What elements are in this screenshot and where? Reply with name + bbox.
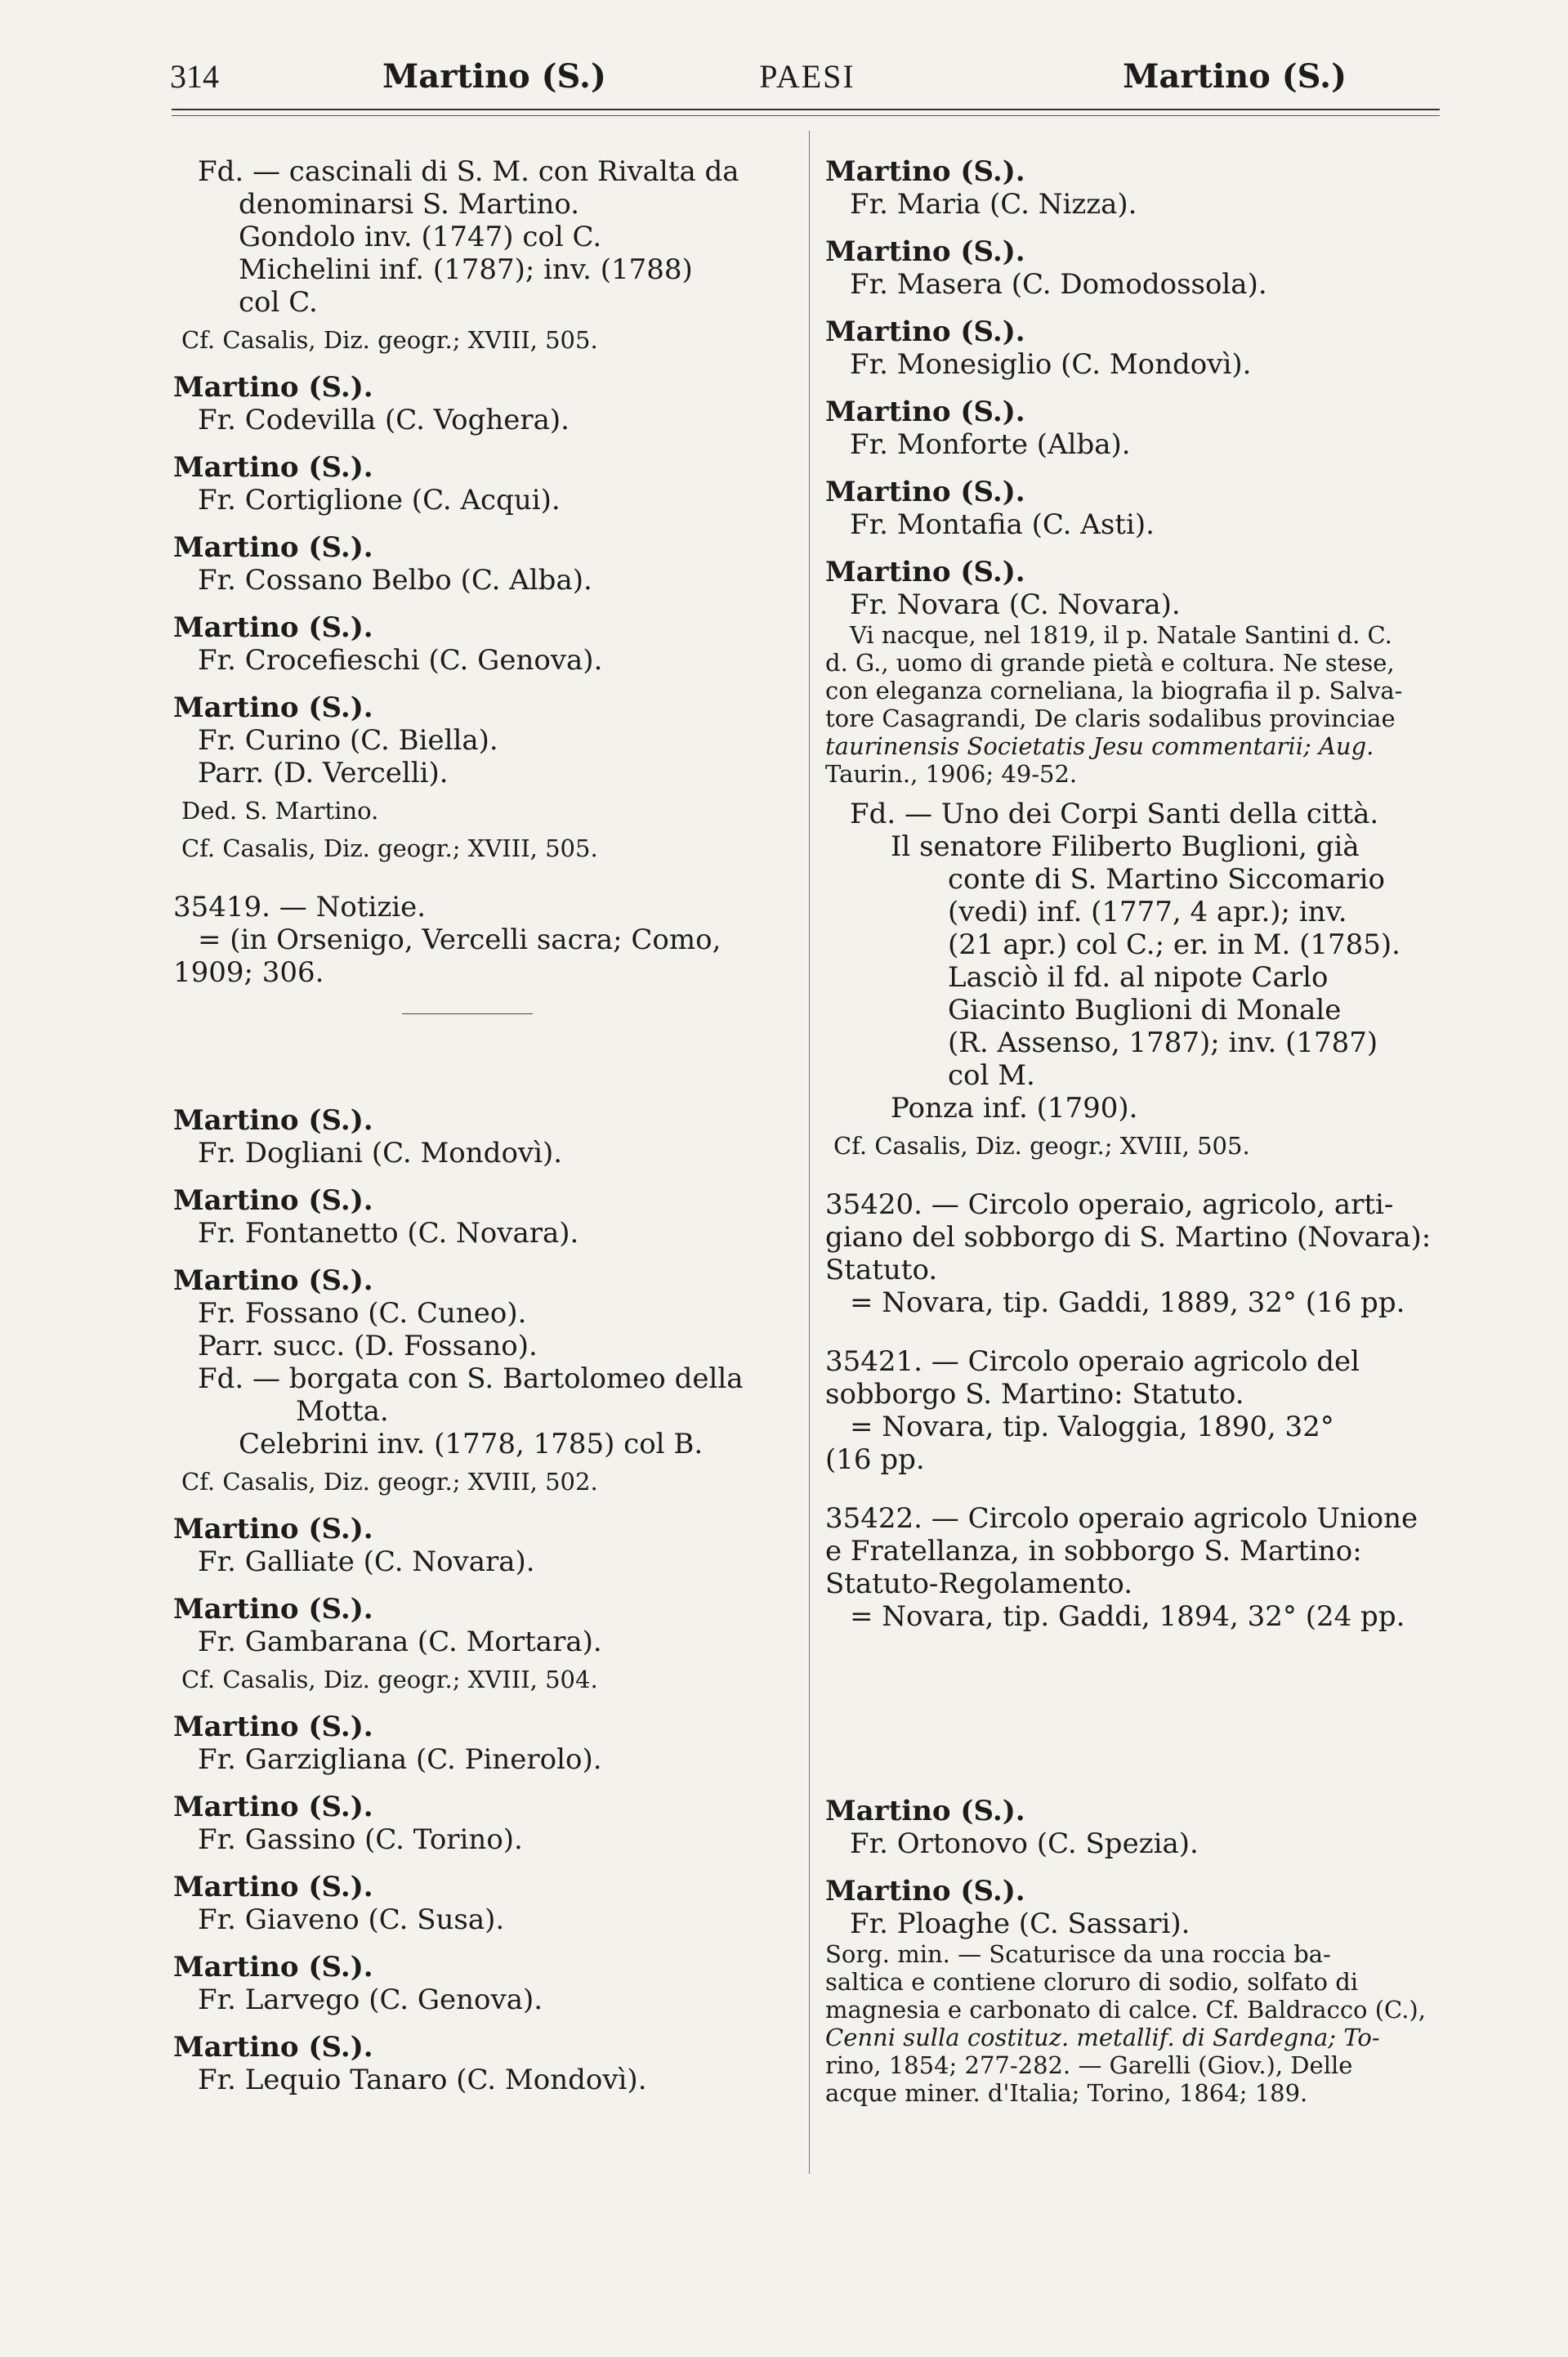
- numbered-entry: [825, 1345, 1434, 1476]
- entry-line: Fr. Montafia (C. Asti).: [850, 508, 1155, 541]
- entry-line: Statuto.: [825, 1254, 938, 1286]
- entry-line: 35422. — Circolo operaio agricolo Unione: [825, 1502, 1418, 1535]
- entry-line: Ponza inf. (1790).: [891, 1092, 1138, 1125]
- entry-heading: Martino (S.).: [173, 1184, 373, 1217]
- entry-line: Michelini inf. (1787); inv. (1788): [239, 253, 693, 286]
- entry-line: Fd. — borgata con S. Bartolomeo della: [198, 1362, 744, 1395]
- entry-line: Fr. Novara (C. Novara).: [850, 588, 1181, 621]
- entry-heading: Martino (S.).: [173, 1513, 373, 1545]
- entry: [173, 451, 794, 517]
- entry-line: Parr. succ. (D. Fossano).: [198, 1330, 538, 1362]
- entry-line: Fr. Lequio Tanaro (C. Mondovì).: [198, 2064, 647, 2096]
- entry-line: Fr. Curino (C. Biella).: [198, 724, 498, 757]
- entry: [173, 611, 794, 677]
- citation: Cf. Casalis, Diz. geogr.; XVIII, 505.: [181, 834, 598, 862]
- entry: [825, 556, 1434, 1162]
- entry-line: col M.: [948, 1059, 1035, 1092]
- entry-line: Motta.: [296, 1395, 389, 1428]
- entry-line: Statuto-Regolamento.: [825, 1568, 1133, 1600]
- separator-rule: [402, 1013, 533, 1014]
- entry-line: conte di S. Martino Siccomario: [948, 863, 1386, 896]
- citation: Cf. Casalis, Diz. geogr.; XVIII, 505.: [833, 1132, 1250, 1160]
- entry-line: Ded. S. Martino.: [181, 797, 379, 825]
- page-number: 314: [170, 58, 219, 95]
- note-line: saltica e contiene cloruro di sodio, solfato di: [825, 1968, 1359, 1996]
- note-line: magnesia e carbonato di calce. Cf. Baldracco (C.),: [825, 1996, 1426, 2024]
- entry: [173, 1264, 794, 1498]
- biographical-note: [825, 621, 1434, 788]
- header-left-title: Martino (S.): [382, 57, 606, 96]
- entry-line: Celebrini inv. (1778, 1785) col B.: [239, 1428, 704, 1460]
- entry: [173, 1184, 794, 1250]
- entry-heading: Martino (S.).: [173, 1711, 373, 1743]
- entry-heading: Martino (S.).: [825, 1875, 1025, 1908]
- entry: [825, 396, 1434, 461]
- entry-line: = (in Orsenigo, Vercelli sacra; Como,: [198, 924, 721, 956]
- entry-line: Fd. — cascinali di S. M. con Rivalta da: [198, 155, 739, 188]
- entry-line: = Novara, tip. Valoggia, 1890, 32°: [850, 1411, 1334, 1443]
- note-line: con eleganza corneliana, la biografia il p. Salva-: [825, 677, 1403, 704]
- entry-number: 35419. — Notizie.: [173, 891, 427, 924]
- entry-line: (R. Assenso, 1787); inv. (1787): [948, 1026, 1378, 1059]
- entry-line: Fr. Giaveno (C. Susa).: [198, 1903, 505, 1936]
- entry: [173, 1104, 794, 1170]
- entry-line: = Novara, tip. Gaddi, 1889, 32° (16 pp.: [850, 1286, 1405, 1319]
- note-line: Sorg. min. — Scaturisce da una roccia ba-: [825, 1940, 1331, 1968]
- entry-line: Fd. — Uno dei Corpi Santi della città.: [850, 798, 1379, 830]
- entry-line: Fr. Masera (C. Domodossola).: [850, 268, 1267, 301]
- entry-heading: Martino (S.).: [825, 396, 1025, 428]
- numbered-entry: [825, 1502, 1434, 1633]
- note-line: Vi nacque, nel 1819, il p. Natale Santini d. C.: [850, 621, 1392, 649]
- running-header: [170, 52, 1347, 101]
- note-line: Cenni sulla costituz. metallif. di Sardegna; To-: [825, 2024, 1380, 2051]
- entry-heading: Martino (S.).: [173, 611, 373, 644]
- entry-line: Fr. Gambarana (C. Mortara).: [198, 1626, 602, 1658]
- entry-line: e Fratellanza, in sobborgo S. Martino:: [825, 1535, 1362, 1568]
- entry-line: 35420. — Circolo operaio, agricolo, arti-: [825, 1188, 1394, 1221]
- entry: [173, 371, 794, 436]
- entry: [825, 476, 1434, 541]
- entry: [173, 1791, 794, 1856]
- entry-line: sobborgo S. Martino: Statuto.: [825, 1378, 1244, 1411]
- entry-line: giano del sobborgo di S. Martino (Novara):: [825, 1221, 1432, 1254]
- entry: [825, 235, 1434, 301]
- entry-line: (16 pp.: [825, 1443, 925, 1476]
- entry-heading: Martino (S.).: [173, 1871, 373, 1903]
- entry-heading: Martino (S.).: [825, 235, 1025, 268]
- entry: [825, 155, 1434, 221]
- mineral-spring-note: [825, 1940, 1434, 2107]
- entry-line: (21 apr.) col C.; er. in M. (1785).: [948, 928, 1400, 961]
- header-rule-thin: [172, 115, 1440, 116]
- entry-line: Fr. Ortonovo (C. Spezia).: [850, 1827, 1199, 1860]
- entry-heading: Martino (S.).: [173, 1791, 373, 1823]
- entry-line: Fr. Fossano (C. Cuneo).: [198, 1297, 527, 1330]
- column-divider: [809, 131, 810, 2174]
- numbered-entry: [173, 891, 794, 989]
- entry-line: denominarsi S. Martino.: [239, 188, 580, 221]
- numbered-entry: [825, 1188, 1434, 1319]
- entry-line: Lasciò il fd. al nipote Carlo: [948, 961, 1329, 994]
- entry-line: Fr. Maria (C. Nizza).: [850, 188, 1137, 221]
- entry: [173, 155, 794, 356]
- citation: Cf. Casalis, Diz. geogr.; XVIII, 505.: [181, 326, 598, 354]
- entry-line: Fr. Codevilla (C. Voghera).: [198, 404, 570, 436]
- entry-line: = Novara, tip. Gaddi, 1894, 32° (24 pp.: [850, 1600, 1405, 1633]
- entry: [173, 1951, 794, 2016]
- note-line: taurinensis Societatis Jesu commentarii; Aug.: [825, 732, 1374, 760]
- entry-line: Il senatore Filiberto Buglioni, già: [891, 830, 1360, 863]
- left-column: [173, 155, 794, 2111]
- entry-heading: Martino (S.).: [173, 1104, 373, 1137]
- entry: [173, 531, 794, 597]
- citation: Cf. Casalis, Diz. geogr.; XVIII, 504.: [181, 1666, 598, 1693]
- entry-line: Fr. Gassino (C. Torino).: [198, 1823, 523, 1856]
- entry-line: Fr. Larvego (C. Genova).: [198, 1984, 543, 2016]
- entry: [173, 1513, 794, 1578]
- entry: [173, 1711, 794, 1776]
- note-line: d. G., uomo di grande pietà e coltura. Ne stese,: [825, 649, 1395, 677]
- entry-heading: Martino (S.).: [173, 2031, 373, 2064]
- entry-line: 1909; 306.: [173, 956, 324, 989]
- entry-line: Fr. Galliate (C. Novara).: [198, 1545, 535, 1578]
- entry-heading: Martino (S.).: [173, 371, 373, 404]
- header-center-title: PAESI: [759, 58, 855, 95]
- entry-line: Fr. Cossano Belbo (C. Alba).: [198, 564, 592, 597]
- note-line: acque miner. d'Italia; Torino, 1864; 189.: [825, 2079, 1308, 2107]
- entry-line: Fr. Fontanetto (C. Novara).: [198, 1217, 579, 1250]
- entry-line: Fr. Monesiglio (C. Mondovì).: [850, 348, 1252, 381]
- entry: [173, 2031, 794, 2096]
- citation: Cf. Casalis, Diz. geogr.; XVIII, 502.: [181, 1468, 598, 1496]
- entry-heading: Martino (S.).: [173, 451, 373, 484]
- entry-heading: Martino (S.).: [173, 1593, 373, 1626]
- entry-line: 35421. — Circolo operaio agricolo del: [825, 1345, 1360, 1378]
- note-line: rino, 1854; 277-282. — Garelli (Giov.), Delle: [825, 2051, 1353, 2079]
- entry-line: Fr. Ploaghe (C. Sassari).: [850, 1908, 1191, 1940]
- entry-line: Fr. Cortiglione (C. Acqui).: [198, 484, 561, 517]
- entry-line: Parr. (D. Vercelli).: [198, 757, 449, 789]
- entry: [173, 691, 794, 865]
- entry-heading: Martino (S.).: [173, 1264, 373, 1297]
- entry: [825, 1875, 1434, 2107]
- entry-line: Giacinto Buglioni di Monale: [948, 994, 1342, 1026]
- entry-line: Fr. Dogliani (C. Mondovì).: [198, 1137, 563, 1170]
- note-line: tore Casagrandi, De claris sodalibus provinciae: [825, 704, 1396, 732]
- header-rule: [172, 109, 1440, 110]
- entry: [825, 1795, 1434, 1860]
- entry-heading: Martino (S.).: [173, 531, 373, 564]
- entry-line: Gondolo inv. (1747) col C.: [239, 221, 602, 253]
- entry-heading: Martino (S.).: [825, 556, 1025, 588]
- entry: [173, 1871, 794, 1936]
- entry-heading: Martino (S.).: [825, 1795, 1025, 1827]
- entry-line: Fr. Crocefieschi (C. Genova).: [198, 644, 603, 677]
- header-right-title: Martino (S.): [1123, 57, 1347, 96]
- entry-heading: Martino (S.).: [825, 315, 1025, 348]
- entry-heading: Martino (S.).: [173, 1951, 373, 1984]
- entry-line: Fr. Monforte (Alba).: [850, 428, 1131, 461]
- entry: [173, 1593, 794, 1696]
- entry-heading: Martino (S.).: [173, 691, 373, 724]
- entry-line: col C.: [239, 286, 318, 319]
- entry-heading: Martino (S.).: [825, 155, 1025, 188]
- note-line: Taurin., 1906; 49-52.: [825, 760, 1078, 788]
- entry: [825, 315, 1434, 381]
- entry-line: (vedi) inf. (1777, 4 apr.); inv.: [948, 896, 1347, 928]
- right-column: [825, 155, 1434, 2122]
- entry-heading: Martino (S.).: [825, 476, 1025, 508]
- entry-line: Fr. Garzigliana (C. Pinerolo).: [198, 1743, 602, 1776]
